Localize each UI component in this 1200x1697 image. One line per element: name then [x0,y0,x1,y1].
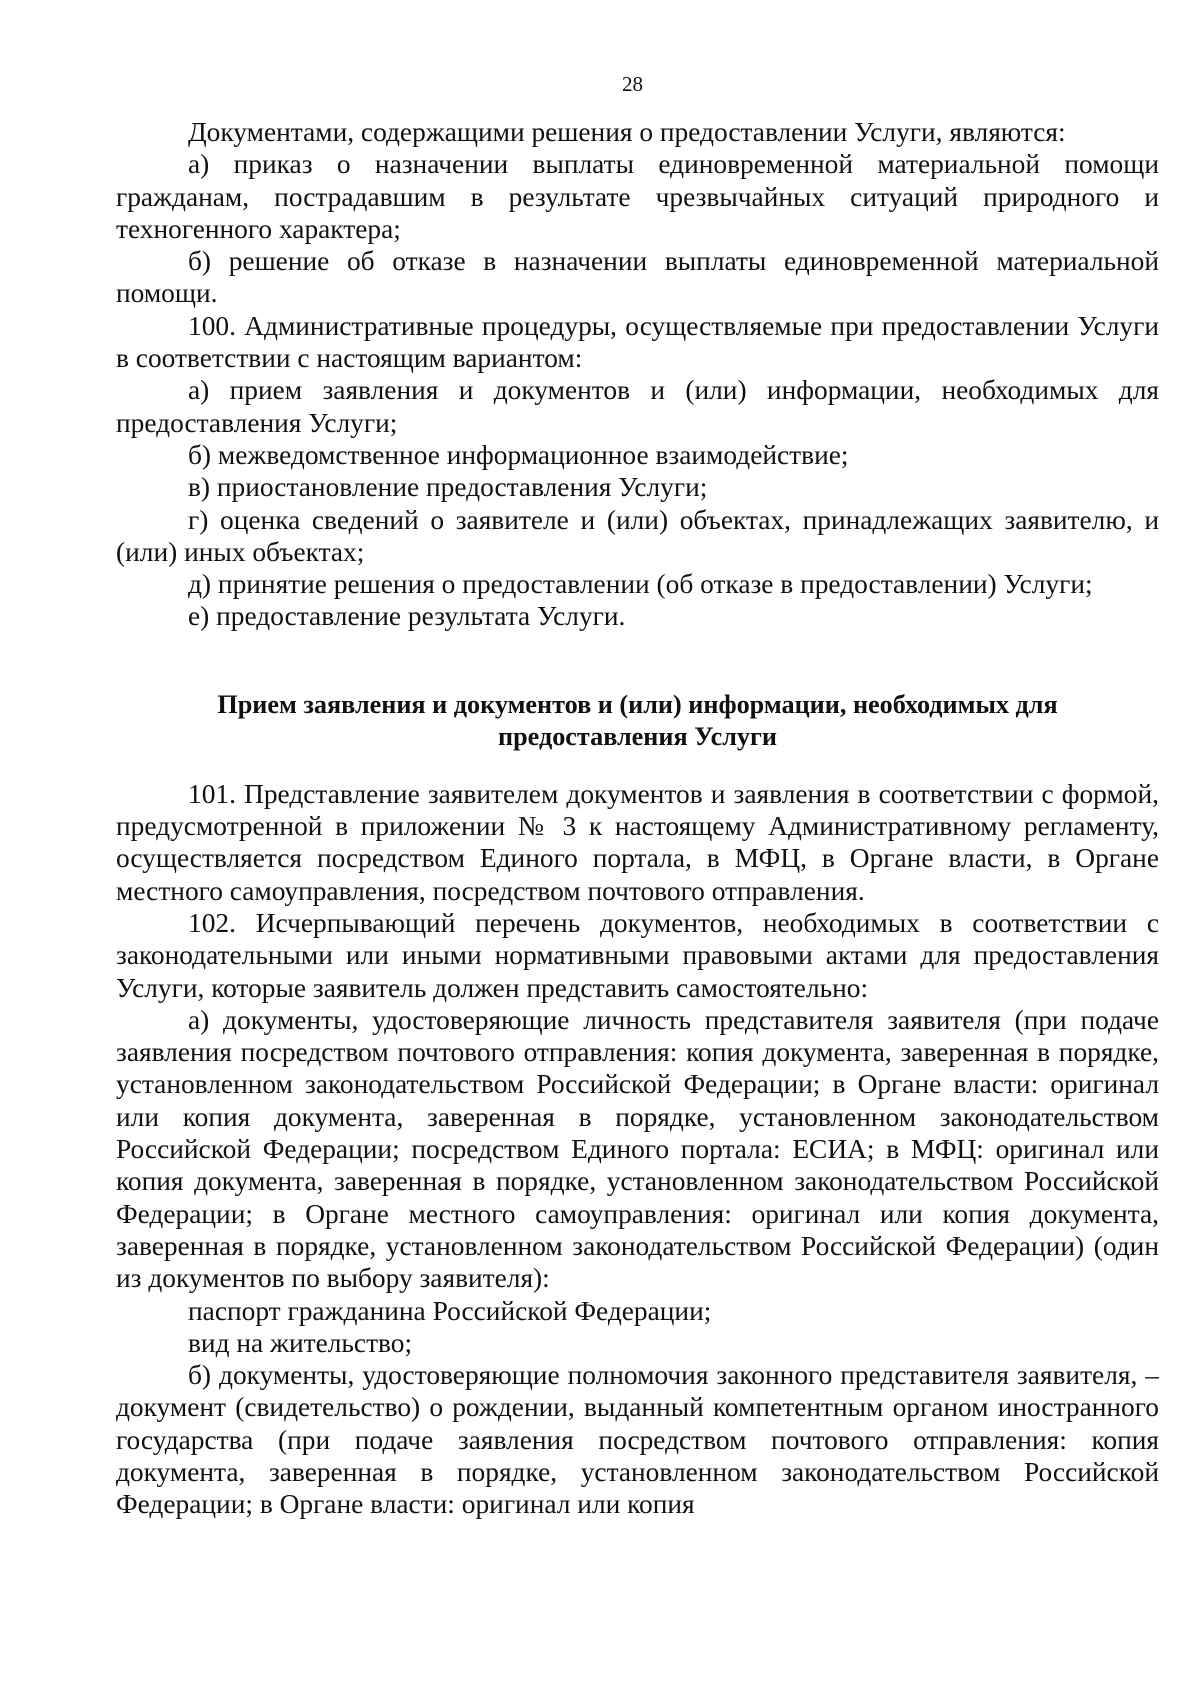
paragraph-procedure-c: в) приостановление предоставления Услуги; [188,472,708,503]
paragraph-decision-b: б) решение об отказе в назначении выплаты единовременной материальной помощи. [116,246,1159,309]
paragraph-100: 100. Административные процедуры, осуществляемые при предоставлении Услуги в соответствии с настоящим вариантом: [116,310,1159,374]
paragraph-101: 101. Представление заявителем документов и заявления в соответствии с формой, предусмотренной в приложении № 3 к настоящему Административному регламенту, осуществляется посредством Единого портала, в МФЦ, в Органе власти, в Органе местного самоуправления, посредством почтового отправления. [116,778,1159,906]
paragraph-decision-a: а) приказ о назначении выплаты единовременной материальной помощи гражданам, пострадавшим в результате чрезвычайных ситуаций природного и техногенного характера; [116,149,1159,244]
section-heading [116,689,1159,753]
paragraph-procedure-a: а) прием заявления и документов и (или) информации, необходимых для предоставления Услуги; [116,375,1159,438]
paragraph-residence-permit: вид на жительство; [188,1327,413,1358]
paragraph-procedure-e: д) принятие решения о предоставлении (об отказе в предоставлении) Услуги; [188,569,1093,600]
page-number: 28 [622,72,643,96]
paragraph-passport: паспорт гражданина Российской Федерации; [188,1295,712,1326]
paragraph-procedure-d: г) оценка сведений о заявителе и (или) объектах, принадлежащих заявителю, и (или) иных объектах; [116,504,1159,567]
paragraph-procedure-b: б) межведомственное информационное взаимодействие; [188,439,849,470]
paragraph-identity-documents: а) документы, удостоверяющие личность представителя заявителя (при подаче заявления посредством почтового отправления: копия документа, заверенная в порядке, установленном законодательством Российской Федерации; в Органе власти: оригинал или копия документа, заверенная в порядке, установленном законодательством Российской Федерации; посредством Единого портала: ЕСИА; в МФЦ: оригинал или копия документа, заверенная в порядке, установленном законодательством Российской Федерации; в Органе местного самоуправления: оригинал или копия документа, заверенная в порядке, установленном законодательством Российской Федерации) (один из документов по выбору заявителя): [116,1004,1159,1294]
document-body [116,116,1159,1521]
section-heading-line-1: Прием заявления и документов и (или) информации, необходимых для [217,689,1058,719]
paragraph-procedure-f: е) предоставление результата Услуги. [188,601,626,632]
paragraph-decisions-intro: Документами, содержащими решения о предоставлении Услуги, являются: [188,117,1066,147]
section-heading-line-2: предоставления Услуги [498,721,777,751]
paragraph-authority-documents: б) документы, удостоверяющие полномочия законного представителя заявителя, – документ (свидетельство) о рождении, выданный компетентным органом иностранного государства (при подаче заявления посредством почтового отправления: копия документа, заверенная в порядке, установленном законодательством Российской Федерации; в Органе власти: оригинал или копия [116,1360,1159,1520]
paragraph-102: 102. Исчерпывающий перечень документов, необходимых в соответствии с законодательными или иными нормативными правовыми актами для предоставления Услуги, которые заявитель должен представить самостоятельно: [116,907,1159,1003]
